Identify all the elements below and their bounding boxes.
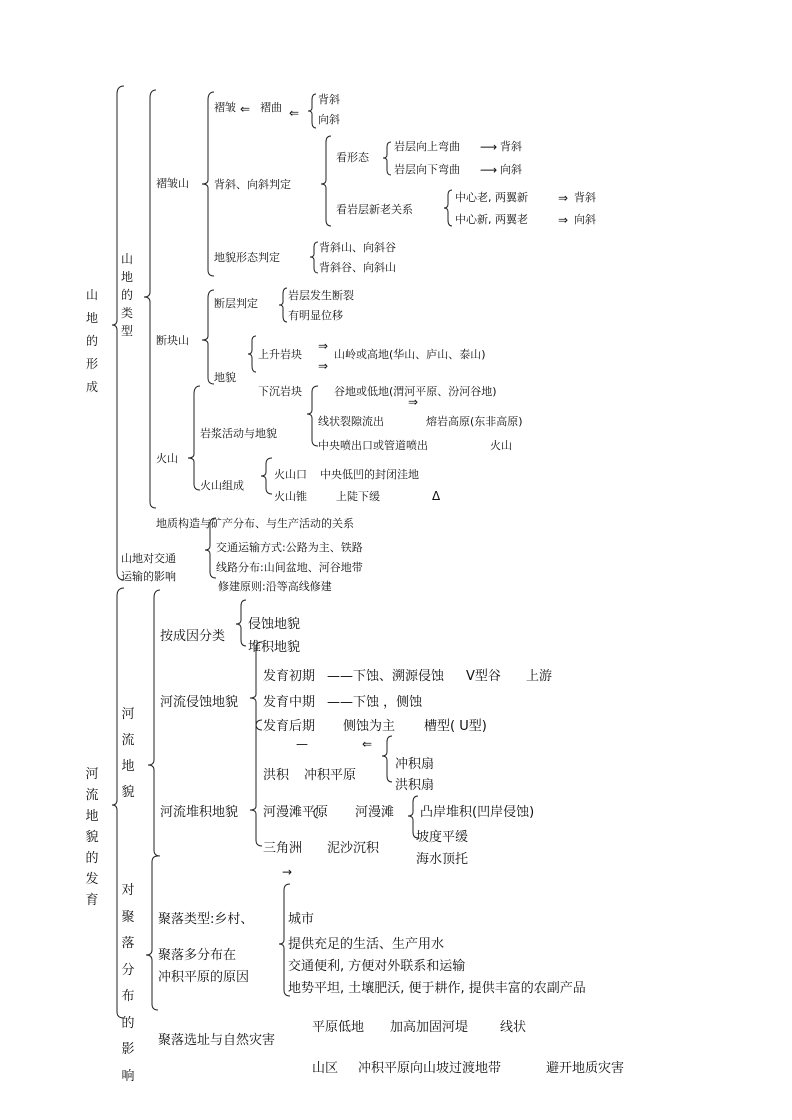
late-stage-label: 发育后期	[263, 719, 316, 734]
reason-water: 提供充足的生活、生产用水	[288, 937, 445, 952]
anticline-label: 背斜	[318, 93, 340, 106]
settlement-types-label: 聚落类型:乡村、	[158, 912, 254, 927]
cone-label: 火山锥	[274, 490, 307, 503]
transport-mode: 交通运输方式:公路为主、铁路	[216, 541, 363, 554]
crater-label: 火山口	[274, 468, 307, 481]
crater-desc: 中央低凹的封闭洼地	[320, 468, 419, 481]
late-stage-desc: 侧蚀为主	[343, 719, 396, 734]
dash-mark: —	[296, 737, 308, 751]
center-new-label: 中心新, 两翼老	[455, 213, 528, 226]
fault-judge-1: 岩层发生断裂	[288, 289, 354, 302]
transition-zone-label: 冲积平原向山坡过渡地带	[358, 1061, 502, 1076]
middle-stage-desc: ——下蚀 ，侧蚀	[327, 695, 423, 710]
layer-up-result: 背斜	[500, 140, 522, 153]
volcano-result: 火山	[490, 439, 512, 452]
fold-curve-label: 褶曲	[260, 101, 282, 114]
fault-judge-2: 有明显位移	[288, 309, 343, 322]
middle-stage-label: 发育中期	[263, 695, 316, 710]
construction-principle: 修建原则:沿等高线修建	[218, 580, 332, 593]
city-label: 城市	[288, 912, 315, 927]
arrow-right-2: ⟶	[480, 163, 498, 177]
silt-label: 泥沙沉积	[327, 841, 380, 856]
erosion-landform-label: 侵蚀地貌	[248, 617, 301, 632]
linear-label: 线状	[500, 1020, 527, 1035]
floodplain-label: 河漫滩平原	[263, 805, 329, 820]
arrow-right-7: ⇒	[408, 395, 419, 409]
convex-bank-label: 凸岸堆积(凹岸侵蚀)	[420, 805, 535, 820]
river-erosion-label: 河流侵蚀地貌	[160, 695, 239, 710]
arrow-left-2: ⇐	[289, 106, 300, 120]
distribution-line-1: 聚落多分布在	[158, 948, 237, 963]
fault-mountain-label: 断块山	[156, 334, 189, 347]
dike-label: 加高加固河堤	[390, 1020, 469, 1035]
composition-label: 火山组成	[200, 479, 244, 492]
floodbank-label: 河漫滩	[355, 805, 395, 820]
down-rock-result: 谷地或低地(渭河平原、汾河谷地)	[334, 385, 497, 398]
deposit-landform-label: 堆积地貌	[248, 640, 301, 655]
layer-down-result: 向斜	[500, 163, 522, 176]
distribution-line-2: 冲积平原的原因	[158, 970, 250, 985]
fault-judge-label: 断层判定	[214, 297, 258, 310]
landform-judge-label: 地貌形态判定	[214, 251, 280, 264]
volcano-label: 火山	[156, 452, 178, 465]
center-old-label: 中心老, 两翼新	[455, 191, 528, 204]
trough-label: 槽型( U型)	[424, 719, 487, 734]
central-eruption-label: 中央喷出口或管道喷出	[318, 439, 428, 452]
fissure-label: 线状裂隙流出	[318, 415, 384, 428]
arrow-left-3: ⇐	[362, 737, 373, 751]
center-old-result: 背斜	[574, 191, 596, 204]
delta-label: 三角洲	[263, 841, 303, 856]
avoid-disaster-label: 避开地质灾害	[546, 1061, 625, 1076]
mountain-area-label: 山区	[312, 1061, 339, 1076]
v-valley-label: V型谷	[466, 669, 501, 684]
river-landform-section: 河流地貌	[121, 707, 135, 800]
route-distribution: 线路分布:山间盆地、河谷地带	[216, 561, 363, 574]
fold-mountain-label: 褶皱山	[156, 177, 189, 190]
arrow-right-4: ⇒	[558, 213, 569, 227]
layer-up-label: 岩层向上弯曲	[394, 140, 460, 153]
fold-judge-label: 背斜、向斜判定	[214, 178, 291, 191]
alluvial-fan-label: 冲积扇	[395, 757, 435, 772]
relation-label: 地质构造与矿产分布、与生产活动的关系	[156, 517, 354, 530]
arrow-left-1: ⇐	[240, 102, 251, 116]
layer-down-label: 岩层向下弯曲	[394, 163, 460, 176]
delta-symbol: Δ	[432, 489, 441, 503]
sea-support-label: 海水顶托	[416, 852, 469, 867]
by-shape-label: 看形态	[336, 151, 369, 164]
settlement-section: 对聚落分布的影响	[121, 883, 135, 1084]
reason-terrain: 地势平坦, 土壤肥沃, 便于耕作, 提供丰富的农副产品	[288, 981, 586, 996]
arrow-right-3: ⇒	[558, 191, 569, 205]
early-stage-label: 发育初期	[263, 669, 316, 684]
landform-2: 背斜谷、向斜山	[319, 261, 396, 274]
cone-desc: 上陡下缓	[336, 490, 380, 503]
arrow-right-5: ⇒	[318, 339, 329, 353]
arrow-right-1: ⟶	[480, 140, 498, 154]
arrow-right-6: ⇒	[318, 359, 329, 373]
up-rock-result: 山岭或高地(华山、庐山、泰山)	[334, 348, 486, 361]
river-deposit-label: 河流堆积地貌	[160, 805, 239, 820]
disaster-label: 聚落选址与自然灾害	[158, 1033, 276, 1048]
fault-landform-label: 地貌	[214, 371, 236, 384]
center-new-result: 向斜	[574, 213, 596, 226]
magma-label: 岩浆活动与地貌	[200, 427, 277, 440]
up-rock-label: 上升岩块	[258, 348, 302, 361]
down-rock-label: 下沉岩块	[258, 385, 302, 398]
landform-1: 背斜山、向斜谷	[319, 241, 396, 254]
flood-label: 洪积	[263, 768, 290, 783]
river-landform-title: 河流地貌的发育	[85, 767, 99, 908]
folds-label: 褶皱	[214, 101, 236, 114]
flood-fan-label: 洪积扇	[395, 778, 435, 793]
mountain-formation-title: 山地的形成	[85, 288, 98, 394]
by-age-label: 看岩层新老关系	[336, 203, 413, 216]
transport-label: 山地对交通运输的影响	[121, 552, 176, 583]
early-stage-desc: ——下蚀、溯源侵蚀	[327, 669, 445, 684]
lava-plateau-label: 熔岩高原(东非高原)	[426, 415, 523, 428]
arrow-right-8: →	[282, 865, 293, 879]
mountain-types-title: 山地的类型	[120, 252, 133, 338]
syncline-label: 向斜	[318, 113, 340, 126]
gentle-slope-label: 坡度平缓	[416, 830, 469, 845]
upstream-label: 上游	[526, 669, 553, 684]
plain-lowland-label: 平原低地	[312, 1020, 365, 1035]
by-cause-label: 按成因分类	[160, 629, 226, 644]
reason-transport: 交通便利, 方便对外联系和运输	[288, 959, 466, 974]
alluvial-plain-label: 冲积平原	[304, 768, 357, 783]
